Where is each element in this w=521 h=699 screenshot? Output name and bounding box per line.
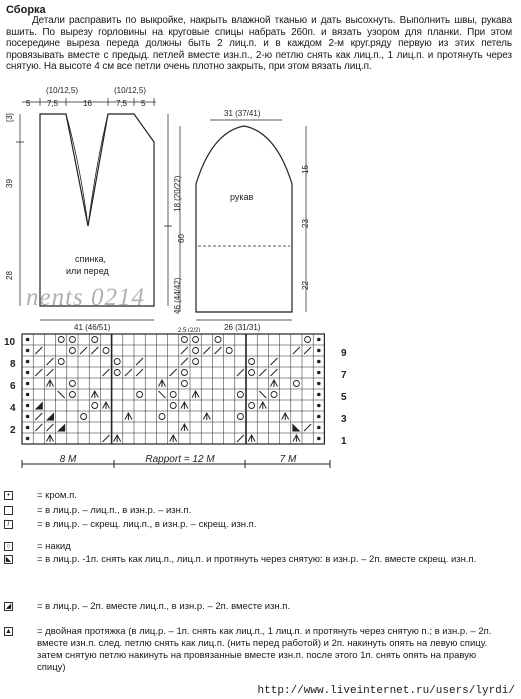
row-label-left-10: 10 <box>4 337 16 348</box>
row-label-left-2: 2 <box>10 425 16 436</box>
body-right-measure-2: 46 (44/42) <box>173 277 182 314</box>
row-label-left-4: 4 <box>10 403 16 414</box>
body-top-seg-5: 5 <box>141 99 146 108</box>
body-left-measure-1: [3] <box>5 113 14 122</box>
body-outline <box>40 114 154 306</box>
edge-stitch-mark <box>26 360 30 364</box>
edge-stitch-mark <box>26 338 30 342</box>
double-decrease-icon: ▲ <box>5 628 12 635</box>
edge-stitch-mark <box>317 382 321 386</box>
sleeve-label: рукав <box>230 192 254 202</box>
repeat-label-left: 8 M <box>59 454 77 465</box>
edge-stitch-mark <box>317 349 321 353</box>
row-label-right-1: 1 <box>341 436 347 447</box>
section-title: Сборка <box>6 4 46 16</box>
body-left-measure-3: 28 <box>5 271 14 280</box>
body-top-seg-1: 5 <box>26 99 31 108</box>
stitch-chart <box>0 332 360 474</box>
body-bottom-measure: 41 (46/51) <box>74 323 111 332</box>
edge-stitch-mark <box>317 404 321 408</box>
body-top-seg-4: 7,5 <box>116 99 128 108</box>
repeat-label-middle: Rapport = 12 M <box>145 454 215 465</box>
sleeve-right-measure-3: 22 <box>301 281 310 290</box>
body-top-seg-2: 7,5 <box>47 99 59 108</box>
row-label-left-8: 8 <box>10 359 16 370</box>
edge-stitch-mark <box>317 415 321 419</box>
edge-stitch-mark <box>26 371 30 375</box>
edge-stitch-mark <box>26 349 30 353</box>
body-right-measure-1: 18 (20/22) <box>173 175 182 212</box>
row-label-left-6: 6 <box>10 381 16 392</box>
assembly-paragraph: Детали расправить по выкройке, накрыть влажной тканью и дать высохнуть. Выполнить швы, рукава вшить. По вырезу горловины на круговые спицы набрать 260п. и вязать узором для планки. При этом посередине выреза переда должны быть 2 лиц.п. и в каждом 2-м круг.ряду первую из этих петель провязывать вместе с предыд. петлей вместе изн.п., 2-ю петлю снять как лиц.п., 1 лиц.п. и протянуть через снятую. На высоте 4 см все петли очень плотно закрыть, при этом вязать лиц.п. <box>6 15 512 73</box>
knit-stitch-icon <box>4 506 13 515</box>
row-label-right-7: 7 <box>341 370 347 381</box>
row-label-right-3: 3 <box>341 414 347 425</box>
sleeve-bottom-measure: 26 (31/31) <box>224 323 261 332</box>
edge-stitch-mark <box>317 338 321 342</box>
edge-stitch-mark <box>26 437 30 441</box>
body-label-2: или перед <box>66 266 109 276</box>
repeat-label-right: 7 M <box>279 454 297 465</box>
sleeve-top-measure: 31 (37/41) <box>224 109 261 118</box>
edge-stitch-mark <box>317 426 321 430</box>
body-top-measure-left: (10/12,5) <box>46 86 79 95</box>
sleeve-outline <box>196 126 292 312</box>
ssk-icon: ◣ <box>5 556 12 563</box>
edge-stitch-icon: • <box>4 491 13 500</box>
sleeve-left-measure: 60 <box>177 234 186 243</box>
row-label-right-5: 5 <box>341 392 347 403</box>
edge-stitch-mark <box>26 415 30 419</box>
k2tog-slant-icon: / <box>4 520 13 529</box>
sleeve-bottom-corner: 2,5 (2/2) <box>178 328 201 332</box>
watermark-text: nents 0214 <box>26 284 146 311</box>
edge-stitch-mark <box>26 393 30 397</box>
body-top-measure-right: (10/12,5) <box>114 86 147 95</box>
row-label-right-9: 9 <box>341 348 347 359</box>
edge-stitch-mark <box>317 371 321 375</box>
yarn-over-icon: ○ <box>4 542 13 551</box>
sleeve-right-measure-2: 23 <box>301 219 310 228</box>
sleeve-right-measure-1: 15 <box>301 165 310 174</box>
edge-stitch-mark <box>317 437 321 441</box>
edge-stitch-mark <box>26 404 30 408</box>
edge-stitch-mark <box>26 426 30 430</box>
footer-url: http://www.liveinternet.ru/users/lyrdi/ <box>257 685 515 697</box>
body-left-measure-2: 39 <box>5 179 14 188</box>
body-label-1: спинка, <box>75 254 107 264</box>
edge-stitch-mark <box>317 360 321 364</box>
body-top-seg-3: 16 <box>83 99 92 108</box>
edge-stitch-mark <box>26 382 30 386</box>
edge-stitch-mark <box>317 393 321 397</box>
k2tog-icon: ◢ <box>5 603 12 610</box>
